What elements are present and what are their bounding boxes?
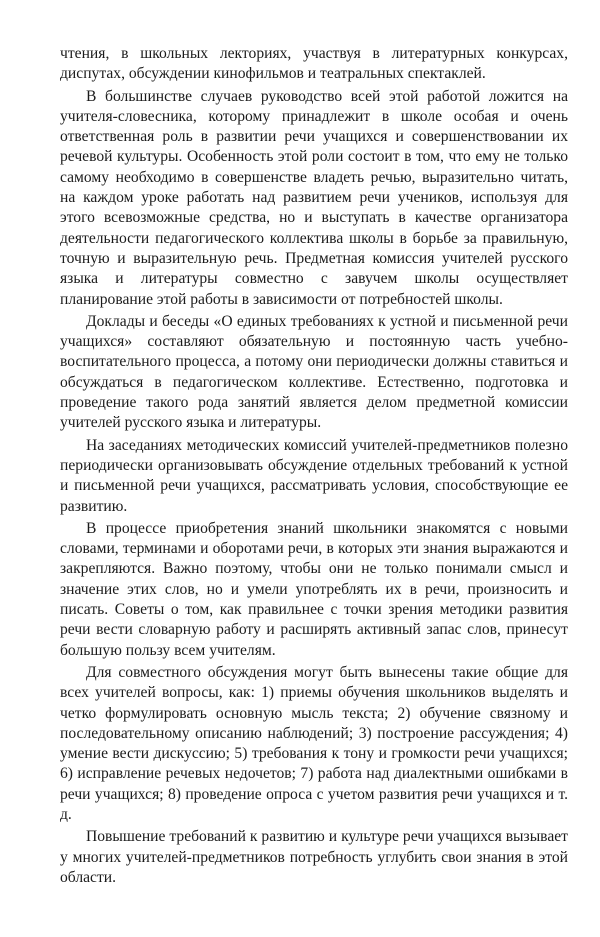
paragraph-discussion-topics: Для совместного обсуждения могут быть вынесены такие общие для всех учителей вопросы, как: 1) приемы обучения школьников выделять и четко формулировать основную мысль текста; 2) обучение связному и последовательному описанию наблюдений; 3) построение рассуждения; 4) умение вести дискуссию; 5) требования к тону и громкости речи учащихся; 6) исправление речевых недочетов; 7) работа над диалектными ошибками в речи учащихся; 8) проведение опроса с учетом развития речи учащихся и т. д. xyxy=(60,663,568,823)
document-page xyxy=(60,44,568,888)
paragraph-method-commissions: На заседаниях методических комиссий учителей-предметников полезно периодически организовывать обсуждение отдельных требований к устной и письменной речи учащихся, рассматривать условия, способствующие ее развитию. xyxy=(60,436,568,515)
paragraph-vocabulary: В процессе приобретения знаний школьники знакомятся с новыми словами, терминами и оборотами речи, в которых эти знания выражаются и закрепляются. Важно поэтому, чтобы они не только понимали смысл и значение этих слов, но и умели употреблять их в речи, произносить и писать. Советы о том, как правильнее с точки зрения методики развития речи вести словарную работу и расширять активный запас слов, принесут большую пользу всем учителям. xyxy=(60,519,568,659)
paragraph-conclusion: Повышение требований к развитию и культуре речи учащихся вызывает у многих учителей-предметников потребность углубить свои знания в этой области. xyxy=(60,828,568,886)
paragraph-continuation: чтения, в школьных лекториях, участвуя в литературных конкурсах, диспутах, обсуждении кинофильмов и театральных спектаклей. xyxy=(60,45,568,83)
paragraph-reports: Доклады и беседы «О единых требованиях к устной и письменной речи учащихся» составляют обязательную и постоянную часть учебно-воспитательного процесса, а потому они периодически должны ставиться и обсуждаться в педагогическом коллективе. Естественно, подготовка и проведение такого рода занятий является делом предметной комиссии учителей русского языка и литературы. xyxy=(60,312,568,432)
paragraph-teacher-role: В большинстве случаев руководство всей этой работой ложится на учителя-словесника, которому принадлежит в школе особая и очень ответственная роль в развитии речи учащихся и совершенствовании их речевой культуры. Особенность этой роли состоит в том, что ему не только самому необходимо в совершенстве владеть речью, выразительно читать, на каждом уроке работать над развитием речи учеников, используя для этого всевозможные средства, но и выступать в качестве организатора деятельности педагогического коллектива школы в борьбе за правильную, точную и выразительную речь. Предметная комиссия учителей русского языка и литературы совместно с завучем школы осуществляет планирование этой работы в зависимости от потребностей школы. xyxy=(60,87,568,308)
